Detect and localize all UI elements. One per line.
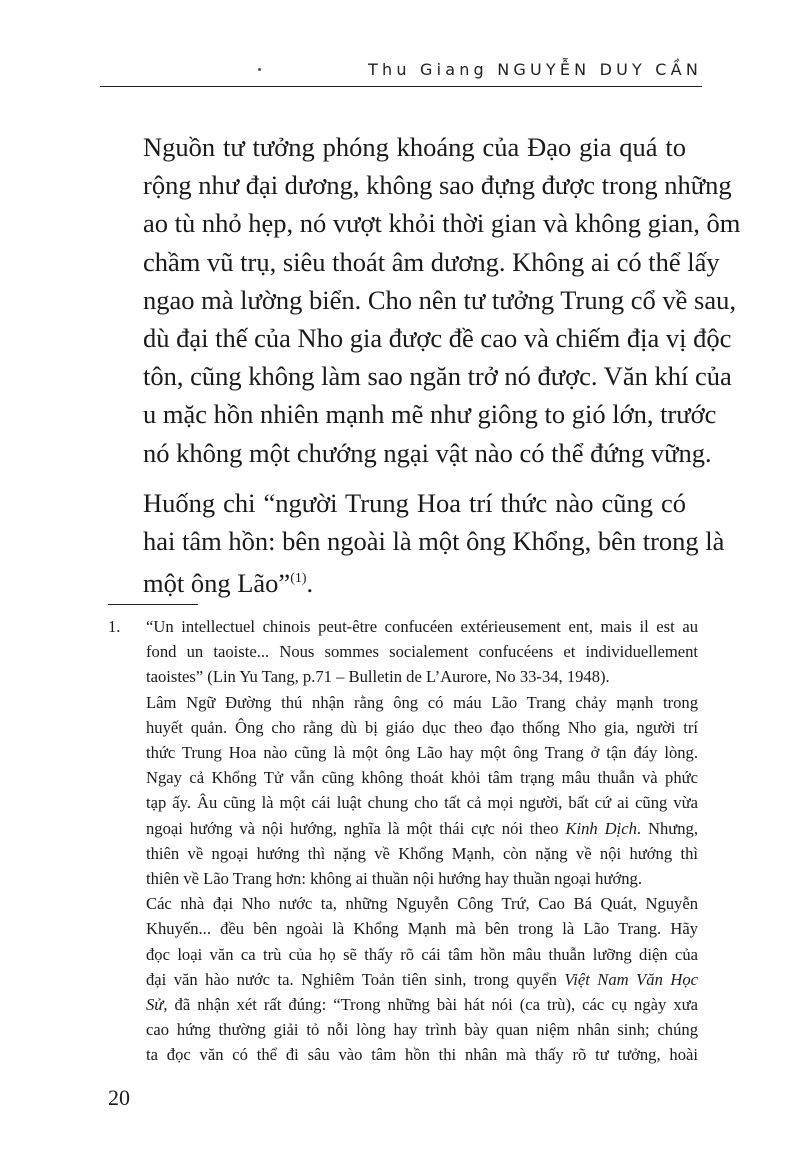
- footnote-line: tạp ấy. Âu cũng là một cái luật chung cho tất cả mọi người, bất cứ ai cũng vừa: [146, 793, 698, 813]
- text-line: hai tâm hồn: bên ngoài là một ông Khổng, bên trong là: [143, 526, 725, 557]
- book-title: Việt Nam Văn Học: [564, 969, 698, 989]
- running-header: [100, 58, 702, 87]
- text-segment: đã nhận xét rất đúng: “Trong những bài hát nói (ca trù), các cụ ngày xưa: [167, 995, 698, 1015]
- footnote-line: [146, 992, 698, 1017]
- book-title: Sử,: [146, 995, 168, 1015]
- page-number: 20: [108, 1085, 130, 1110]
- text-line: dù đại thế của Nho gia được đề cao và chiếm địa vị độc: [143, 323, 732, 354]
- footnote-line: thiên về ngoại hướng thì nặng về Khổng Mạnh, còn nặng về nội hướng thì: [146, 843, 698, 863]
- text-line: tôn, cũng không làm sao ngăn trở nó được. Văn khí của: [143, 361, 732, 392]
- text-segment: đại văn hào nước ta. Nghiêm Toản tiên sinh, trong quyển: [146, 969, 565, 989]
- footnote-line: thức Trung Hoa nào cũng là một ông Lão hay một ông Trang ở tận đáy lòng.: [146, 743, 698, 763]
- footnote-body: [146, 614, 698, 1068]
- footnote-line: thiên về Lão Trang hơn: không ai thuần nội hướng hay thuần ngoại hướng.: [146, 869, 642, 889]
- footnote-line: “Un intellectuel chinois peut-être confucéen extérieusement ent, mais il est au: [146, 617, 698, 636]
- footnote-line: fond un taoiste... Nous sommes socialement confucéens et individuellement: [146, 642, 698, 662]
- text-line: rộng như đại dương, không sao đựng được trong những: [143, 170, 732, 201]
- footnote-line: Các nhà đại Nho nước ta, những Nguyễn Công Trứ, Cao Bá Quát, Nguyễn: [146, 894, 698, 914]
- text-line: [143, 560, 686, 602]
- text-line: u mặc hồn nhiên mạnh mẽ như giông to gió lớn, trước: [143, 399, 717, 430]
- text-segment: một ông Lão”: [143, 568, 291, 599]
- text-line: nó không một chướng ngại vật nào có thể đứng vững.: [143, 437, 712, 468]
- footnote-line: [146, 816, 698, 841]
- footnote-line: huyết quản. Ông cho rằng dù bị giáo dục theo đạo thống Nho gia, người trí: [146, 717, 698, 737]
- text-line: chầm vũ trụ, siêu thoát âm dương. Không ai có thể lấy: [143, 246, 720, 277]
- footnote-line: Khuyến... đều bên ngoài là Khổng Mạnh mà bên trong là Lão Trang. Hãy: [146, 919, 698, 939]
- paragraph-1: [143, 128, 741, 472]
- footnote-line: đọc loại văn ca trù của họ sẽ thấy rõ cái tâm hồn mâu thuẫn lưỡng diện của: [146, 944, 698, 964]
- period: .: [306, 568, 314, 599]
- footnote-line: [146, 967, 698, 992]
- text-line: Nguồn tư tưởng phóng khoáng của Đạo gia quá to: [143, 132, 686, 162]
- text-line: ngao mà lường biển. Cho nên tư tưởng Trung cổ về sau,: [143, 284, 736, 315]
- text-segment: ngoại hướng và nội hướng, nghĩa là một thái cực nói theo: [146, 818, 566, 838]
- text-segment: . Nhưng,: [636, 818, 698, 838]
- text-line: Huống chi “người Trung Hoa trí thức nào cũng có: [143, 487, 686, 518]
- footnote-line: ta đọc văn có thể đi sâu vào tâm hồn thi nhân mà thấy rõ tư tưởng, hoài: [146, 1045, 698, 1065]
- text-line: ao tù nhỏ hẹp, nó vượt khỏi thời gian và không gian, ôm: [143, 208, 741, 239]
- book-title: Kinh Dịch: [565, 818, 637, 838]
- header-author-title: Thu Giang NGUYỄN DUY CẦN: [368, 60, 702, 79]
- footnote-1: [108, 614, 698, 1068]
- footnote-line: Lâm Ngữ Đường thú nhận rằng ông có máu Lão Trang chảy mạnh trong: [146, 692, 698, 712]
- paragraph-2: [143, 484, 725, 602]
- footnote-number: 1.: [108, 617, 121, 636]
- footnote-reference[interactable]: (1): [290, 571, 307, 587]
- footnote-line: taoistes” (Lin Yu Tang, p.71 – Bulletin de L’Aurore, No 33-34, 1948).: [146, 667, 610, 687]
- header-dot: [258, 68, 261, 71]
- footnote-line: Ngay cả Khổng Tử vẫn cũng không thoát khỏi tâm trạng mâu thuẫn và phức: [146, 768, 698, 788]
- main-text: [143, 128, 741, 614]
- footnote-line: cao hứng thường giải tỏ nỗi lòng hay trình bày quan niệm nhân sinh; chúng: [146, 1020, 698, 1040]
- footnote-divider: [108, 604, 198, 605]
